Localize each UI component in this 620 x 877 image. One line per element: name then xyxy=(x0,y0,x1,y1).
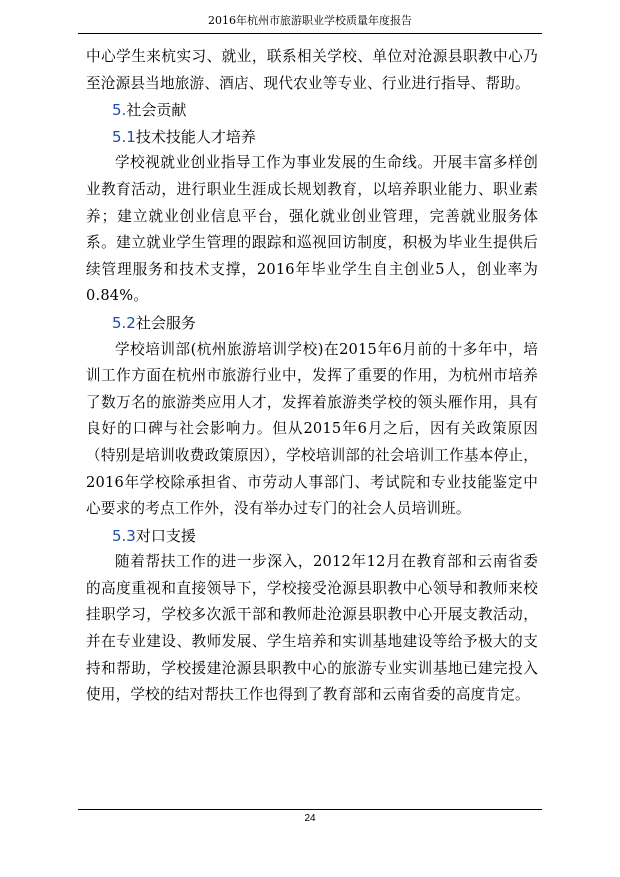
section-5-2-heading xyxy=(86,310,538,337)
section-5-1-number: 5.1 xyxy=(112,127,136,146)
section-5-3-heading xyxy=(86,523,538,550)
section-5-3-title: 对口支援 xyxy=(135,526,196,545)
section-5-2-title: 社会服务 xyxy=(135,313,196,332)
section-5-2-number: 5.2 xyxy=(112,313,136,332)
header-divider xyxy=(78,33,542,34)
page-body xyxy=(86,44,538,709)
section-5-number: 5. xyxy=(112,101,127,120)
section-5-1-heading xyxy=(86,124,538,151)
intro-paragraph: 中心学生来杭实习、就业，联系相关学校、单位对沧源县职教中心乃至沧源县当地旅游、酒店、现代农业等专业、行业进行指导、帮助。 xyxy=(86,48,538,92)
section-5-title: 社会贡献 xyxy=(126,101,187,120)
page-header-title: 2016年杭州市旅游职业学校质量年度报告 xyxy=(208,14,412,27)
section-5-3-paragraph: 随着帮扶工作的进一步深入，2012年12月在教育部和云南省委的高度重视和直接领导下，学校接受沧源县职教中心领导和教师来校挂职学习，学校多次派干部和教师赴沧源县职教中心开展支教活动，并在专业建设、教师发展、学生培养和实训基地建设等给予极大的支持和帮助，学校援建沧源县职教中心的旅游专业实训基地已建完投入使用，学校的结对帮扶工作也得到了教育部和云南省委的高度肯定。 xyxy=(86,553,538,704)
section-5-2-paragraph: 学校培训部(杭州旅游培训学校)在2015年6月前的十多年中，培训工作方面在杭州市旅游行业中，发挥了重要的作用，为杭州市培养了数万名的旅游类应用人才，发挥着旅游类学校的领头雁作用，具有良好的口碑与社会影响力。但从2015年6月之后，因有关政策原因（特别是培训收费政策原因），学校培训部的社会培训工作基本停止，2016年学校除承担省、市劳动人事部门、考试院和专业技能鉴定中心要求的考点工作外，没有举办过专门的社会人员培训班。 xyxy=(86,340,538,518)
section-5-3-number: 5.3 xyxy=(112,526,136,545)
section-5-1-paragraph: 学校视就业创业指导工作为事业发展的生命线。开展丰富多样创业教育活动，进行职业生涯成长规划教育，以培养职业能力、职业素养；建立就业创业信息平台，强化就业创业管理，完善就业服务体系。建立就业学生管理的跟踪和巡视回访制度，积极为毕业生提供后续管理服务和技术支撑，2016年毕业学生自主创业5人，创业率为0.84%。 xyxy=(86,154,538,305)
footer-divider xyxy=(78,809,542,810)
section-5-1-title: 技术技能人才培养 xyxy=(135,127,256,146)
section-5-heading xyxy=(86,97,538,124)
page-number: 24 xyxy=(304,813,316,824)
